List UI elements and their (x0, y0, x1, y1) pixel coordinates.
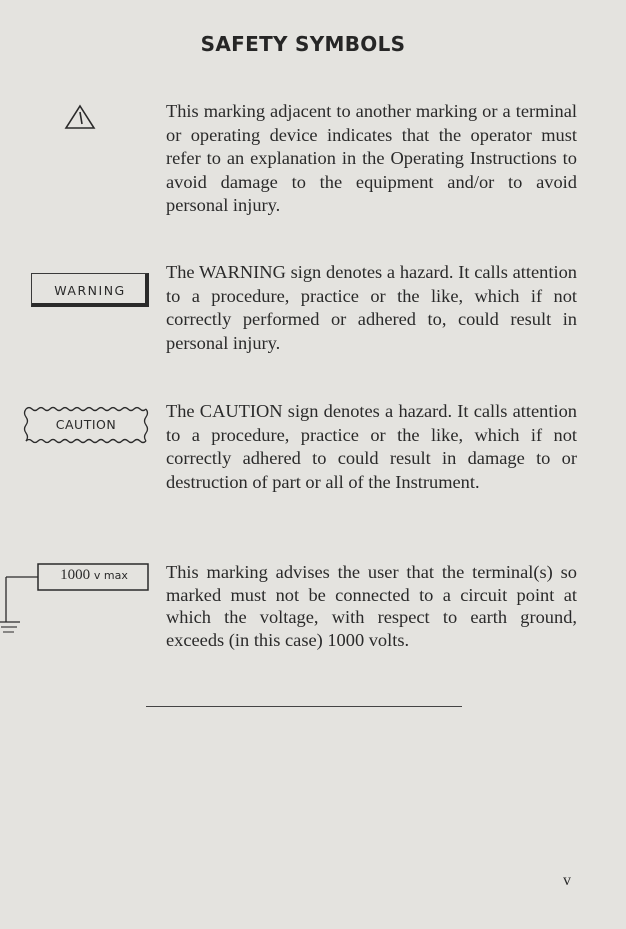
voltage-limit-marking (0, 560, 160, 640)
caution-sign-label: CAUTION (55, 417, 117, 432)
triangle-symbol-description: This marking adjacent to another marking or a terminal or operating device indicates that the operator must refer to an explanation in the Operating Instructions to avoid damage to the equipment and/or to avoid personal injury. (166, 101, 577, 216)
section-divider (146, 706, 462, 707)
voltage-limit-label (40, 567, 148, 584)
warning-sign-description: The WARNING sign denotes a hazard. It calls attention to a procedure, practice or the like, which if not correctly performed or adhered to, could result in personal injury. (166, 262, 577, 353)
voltage-limit-value: 1000 (60, 567, 91, 583)
page-number: v (563, 872, 571, 889)
voltage-limit-unit: v max (93, 569, 128, 582)
warning-sign-label: WARNING (54, 283, 126, 298)
page-title: SAFETY SYMBOLS (200, 32, 406, 56)
warning-sign (31, 273, 155, 315)
caution-sign (20, 405, 152, 445)
caution-sign-description: The CAUTION sign denotes a hazard. It calls attention to a procedure, practice or the like, which if not correctly adhered to could result in damage to or destruction of part or all of the Instrument. (166, 401, 577, 492)
voltage-marking-description: This marking advises the user that the terminal(s) so marked must not be connected to a circuit point at which the voltage, with respect to earth ground, exceeds (in this case) 1000 volts. (166, 562, 577, 650)
warning-triangle-icon (64, 104, 96, 130)
